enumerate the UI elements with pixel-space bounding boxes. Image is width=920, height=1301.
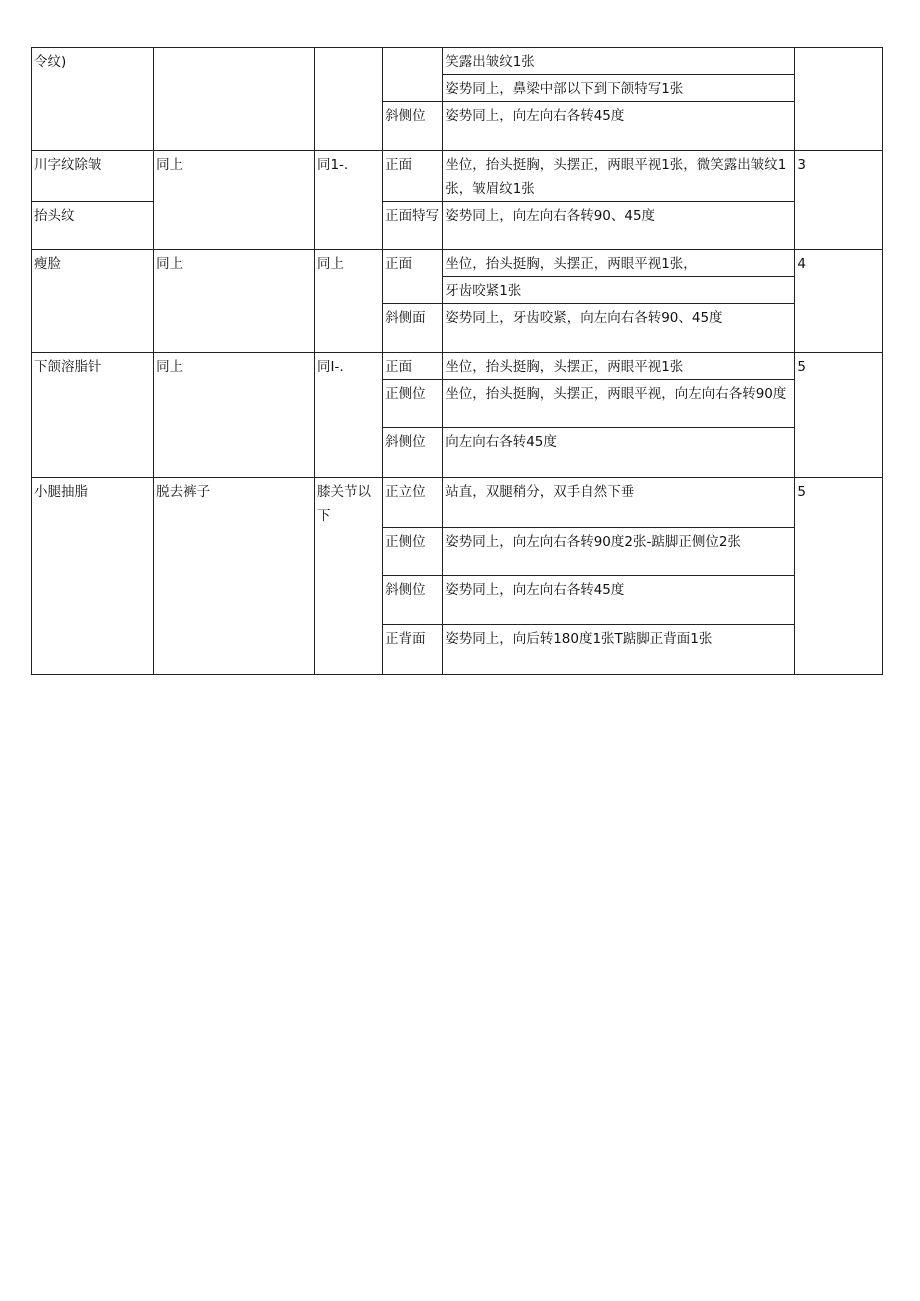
scope-cell: 同I-. [314,353,382,478]
table-row [32,250,883,277]
desc-cell: 向左向右各转45度 [443,428,795,478]
position-cell: 斜侧面 [383,304,443,353]
position-cell: 正立位 [383,478,443,528]
scope-cell: 膝关节以下 [314,478,382,675]
project-cell: 令纹) [32,48,154,151]
scope-cell: 同上 [314,250,382,353]
count-cell: 4 [795,250,883,353]
position-cell: 正面 [383,250,443,304]
desc-cell: 笑露出皱纹1张 [443,48,795,75]
table-row [32,353,883,380]
scope-cell: 同1-. [314,151,382,250]
position-cell: 正面 [383,151,443,202]
prep-cell [154,48,315,151]
position-cell: 正面 [383,353,443,380]
position-cell: 斜侧位 [383,576,443,625]
photo-requirements-table [31,47,883,675]
position-cell: 正侧位 [383,528,443,576]
position-cell: 斜侧位 [383,102,443,151]
count-cell: 5 [795,353,883,478]
desc-cell: 姿势同上，牙齿咬紧，向左向右各转90、45度 [443,304,795,353]
desc-cell: 姿势同上，向左向右各转90度2张-踮脚正侧位2张 [443,528,795,576]
project-cell: 抬头纹 [32,202,154,250]
desc-cell: 坐位，抬头挺胸，头摆正，两眼平视1张 [443,353,795,380]
project-cell: 瘦脸 [32,250,154,353]
table-row [32,151,883,202]
position-cell: 正背面 [383,625,443,675]
desc-cell: 姿势同上，向后转180度1张T踮脚正背面1张 [443,625,795,675]
position-cell: 正侧位 [383,380,443,428]
desc-cell: 姿势同上，向左向右各转45度 [443,102,795,151]
desc-cell: 坐位，抬头挺胸，头摆正，两眼平视，向左向右各转90度 [443,380,795,428]
position-cell: 正面特写 [383,202,443,250]
prep-cell: 脱去裤子 [154,478,315,675]
table-row [32,478,883,528]
count-cell: 3 [795,151,883,250]
desc-cell: 站直，双腿稍分，双手自然下垂 [443,478,795,528]
count-cell [795,48,883,151]
count-cell: 5 [795,478,883,675]
desc-cell: 姿势同上，向左向右各转90、45度 [443,202,795,250]
desc-cell: 坐位，抬头挺胸，头摆正，两眼平视1张， [443,250,795,277]
prep-cell: 同上 [154,250,315,353]
position-cell: 斜侧位 [383,428,443,478]
prep-cell: 同上 [154,151,315,250]
project-cell: 下颌溶脂针 [32,353,154,478]
position-cell [383,48,443,102]
project-cell: 川字纹除皱 [32,151,154,202]
scope-cell [314,48,382,151]
table-row [32,48,883,75]
desc-cell: 姿势同上，向左向右各转45度 [443,576,795,625]
project-cell: 小腿抽脂 [32,478,154,675]
prep-cell: 同上 [154,353,315,478]
desc-cell: 坐位，抬头挺胸，头摆正，两眼平视1张，微笑露出皱纹1张，皱眉纹1张 [443,151,795,202]
desc-cell: 牙齿咬紧1张 [443,277,795,304]
desc-cell: 姿势同上，鼻梁中部以下到下颌特写1张 [443,75,795,102]
